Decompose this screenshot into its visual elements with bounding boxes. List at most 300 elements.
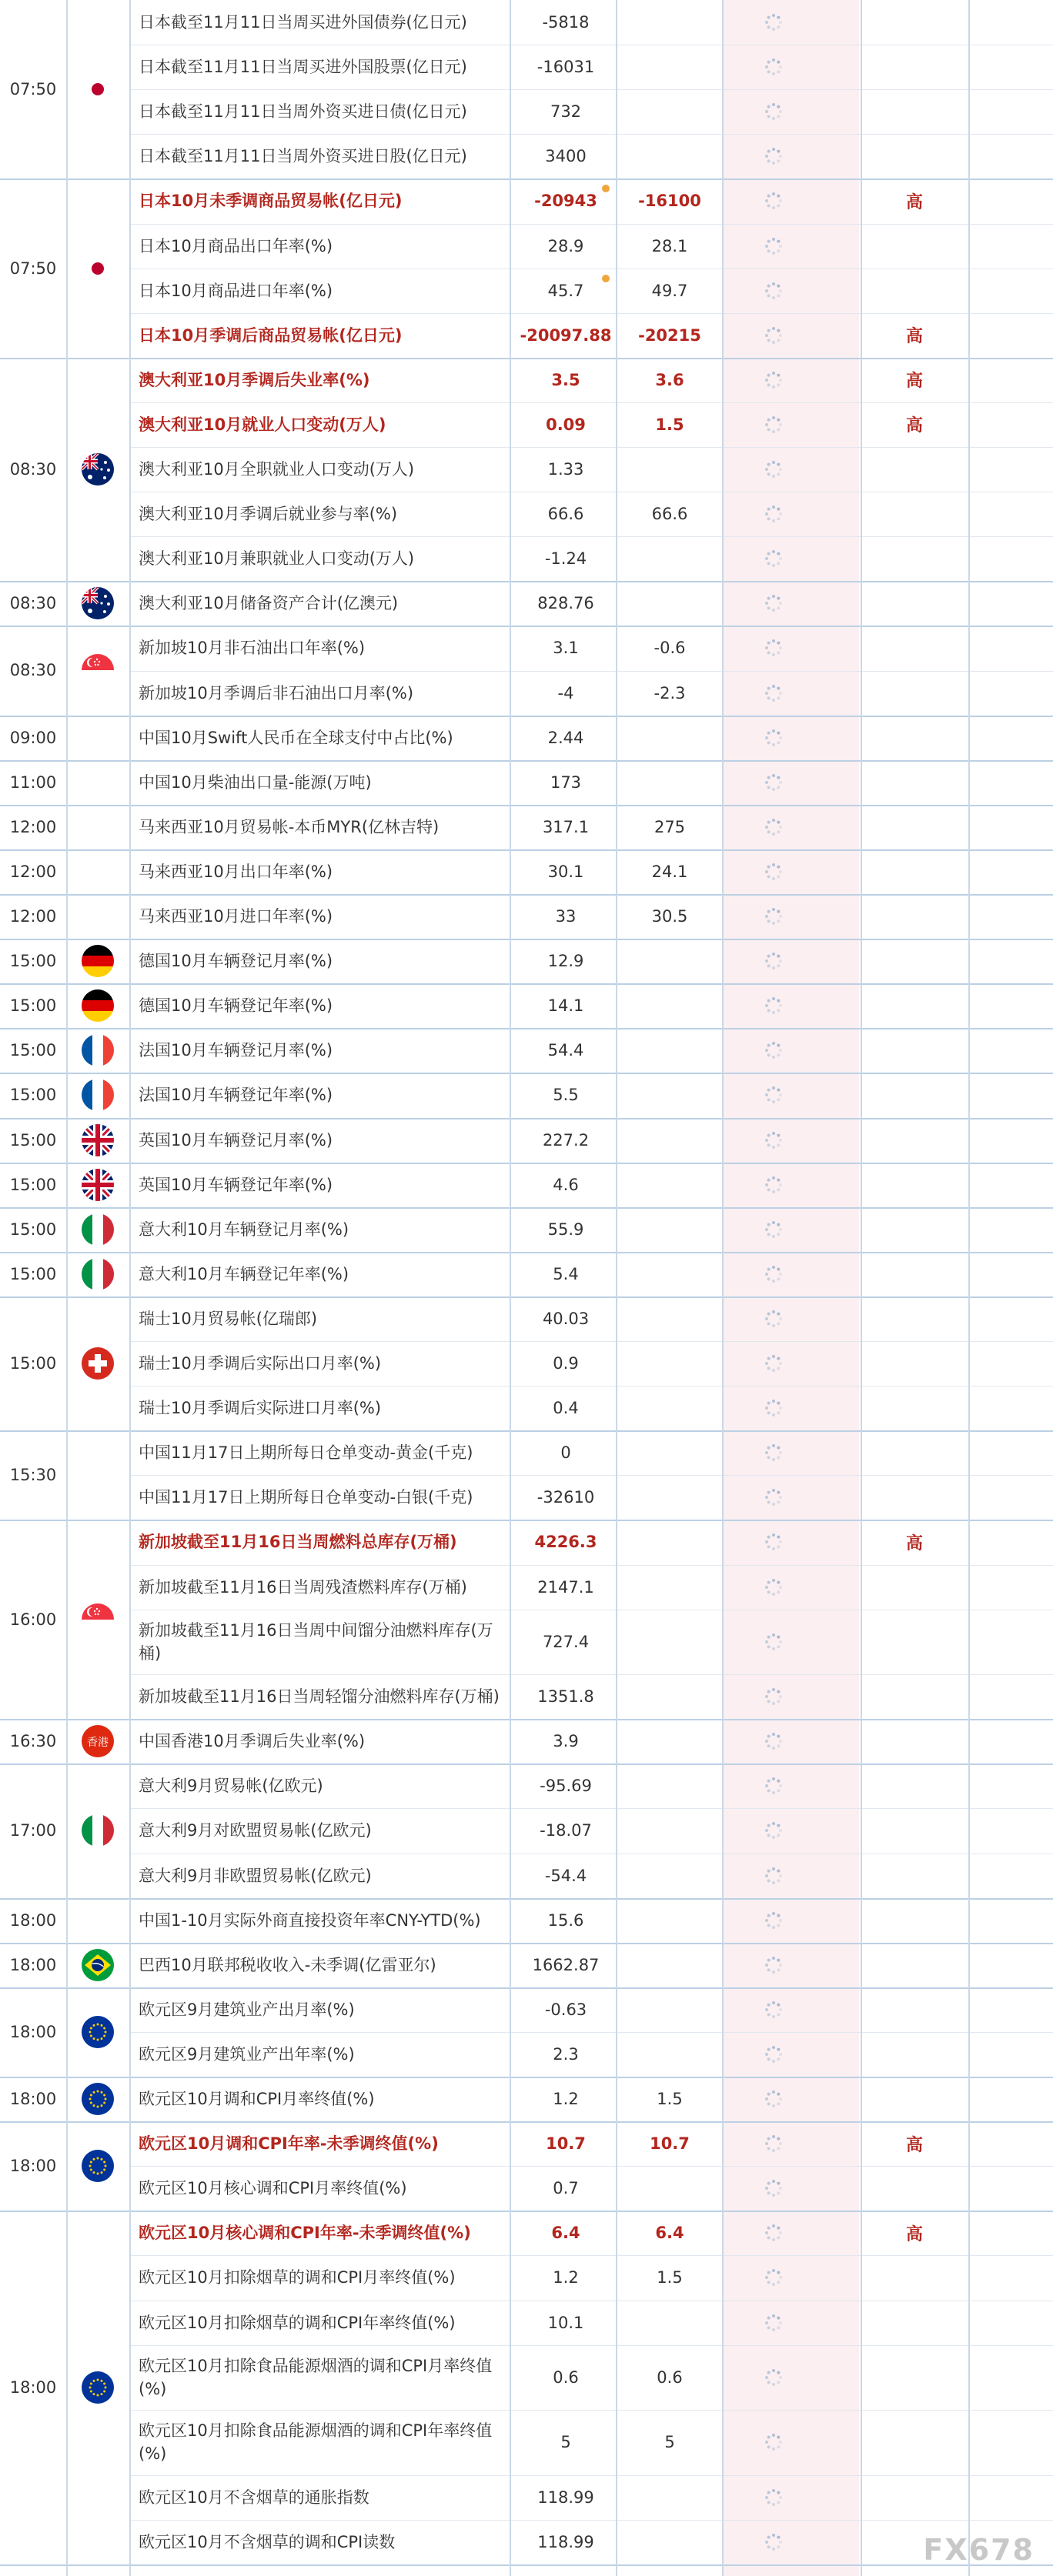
event-name[interactable]: 瑞士10月贸易帐(亿瑞郎) <box>139 1309 318 1328</box>
loading-spinner-icon <box>764 2313 784 2333</box>
previous-value: 173 <box>550 772 582 792</box>
forecast-value <box>620 716 720 760</box>
forecast-value <box>620 1898 720 1943</box>
forecast-value <box>620 1763 720 1808</box>
importance-badge <box>862 983 967 1028</box>
country-flag <box>66 1073 129 1117</box>
previous-value: 0.6 <box>553 2367 579 2387</box>
forecast-value <box>620 1028 720 1073</box>
loading-spinner-icon <box>764 772 784 792</box>
previous-value: 0.7 <box>553 2179 579 2198</box>
singapore-flag-icon <box>82 654 114 686</box>
event-name[interactable]: 澳大利亚10月兼职就业人口变动(万人) <box>139 549 415 569</box>
forecast-value <box>620 2301 720 2345</box>
importance-badge <box>862 1475 967 1520</box>
loading-spinner-icon <box>764 12 784 32</box>
event-time: 18:00 <box>9 2022 57 2041</box>
country-flag <box>66 1028 129 1073</box>
column-divider <box>129 0 131 2576</box>
loading-spinner-icon <box>764 1731 784 1751</box>
previous-value: 2.3 <box>553 2044 579 2064</box>
forecast-value: 30.5 <box>651 907 688 926</box>
loading-spinner-icon <box>764 549 784 569</box>
previous-value: 10.1 <box>547 2313 584 2332</box>
importance-badge <box>862 1207 967 1252</box>
event-name[interactable]: 马来西亚10月贸易帐-本币MYR(亿林吉特) <box>139 817 440 836</box>
event-time: 15:00 <box>9 996 57 1016</box>
event-name[interactable]: 新加坡10月非石油出口年率(%) <box>139 639 366 658</box>
loading-spinner-icon <box>764 1955 784 1975</box>
previous-value: 727.4 <box>542 1632 590 1651</box>
importance-badge <box>862 849 967 894</box>
previous-value: -0.63 <box>544 2000 587 2019</box>
importance-badge: 高 <box>905 372 923 392</box>
loading-spinner-icon <box>764 2178 784 2198</box>
forecast-value: 0.6 <box>657 2367 683 2387</box>
importance-badge <box>862 1163 967 1207</box>
previous-value: 3.5 <box>551 370 580 389</box>
country-flag <box>66 1943 129 1987</box>
event-name[interactable]: 新加坡截至11月16日当周中间馏分油燃料库存(万桶) <box>139 1620 493 1663</box>
event-name[interactable]: 欧元区10月核心调和CPI年率-未季调终值(%) <box>139 2224 471 2243</box>
importance-badge <box>862 1252 967 1296</box>
forecast-value: 1.5 <box>657 2268 683 2287</box>
previous-value: 5 <box>560 2433 571 2452</box>
importance-badge <box>862 626 967 670</box>
forecast-value <box>620 1296 720 1341</box>
loading-spinner-icon <box>764 370 784 390</box>
forecast-value: -2.3 <box>654 683 686 702</box>
eu-flag-icon <box>82 2371 114 2404</box>
loading-spinner-icon <box>764 146 784 166</box>
importance-badge <box>862 1341 967 1386</box>
forecast-value <box>620 983 720 1028</box>
event-time: 16:30 <box>9 1732 57 1751</box>
importance-badge <box>862 1719 967 1763</box>
country-flag <box>66 1118 129 1163</box>
event-time: 18:00 <box>9 2157 57 2176</box>
event-name[interactable]: 澳大利亚10月储备资产合计(亿澳元) <box>139 594 399 613</box>
event-name[interactable]: 欧元区10月核心调和CPI月率终值(%) <box>139 2179 407 2198</box>
loading-spinner-icon <box>764 2223 784 2243</box>
importance-badge <box>862 2077 967 2121</box>
forecast-value <box>620 1565 720 1610</box>
forecast-value <box>620 1163 720 1207</box>
event-name[interactable]: 意大利9月非欧盟贸易帐(亿欧元) <box>139 1866 372 1885</box>
importance-badge <box>862 134 967 179</box>
loading-spinner-icon <box>764 1866 784 1886</box>
forecast-value <box>620 1808 720 1853</box>
previous-value: -32610 <box>537 1488 595 1507</box>
column-divider <box>66 0 68 2576</box>
importance-badge <box>862 1073 967 1117</box>
event-name[interactable]: 新加坡10月季调后非石油出口月率(%) <box>139 683 414 702</box>
forecast-value <box>620 1943 720 1987</box>
country-flag <box>66 1520 129 1719</box>
importance-badge <box>862 1565 967 1610</box>
previous-value: 66.6 <box>547 505 584 524</box>
italy-flag-icon <box>82 1213 114 1246</box>
previous-value: 15.6 <box>547 1910 584 1930</box>
event-name[interactable]: 意大利10月车辆登记年率(%) <box>139 1264 349 1283</box>
event-time: 15:00 <box>9 1175 57 1194</box>
importance-badge <box>862 0 967 45</box>
importance-badge: 高 <box>905 2135 923 2155</box>
previous-value: -18.07 <box>540 1821 592 1840</box>
importance-badge <box>862 939 967 983</box>
event-name[interactable]: 瑞士10月季调后实际进口月率(%) <box>139 1399 382 1418</box>
previous-value: 55.9 <box>547 1220 584 1239</box>
previous-value: 3.1 <box>553 639 579 658</box>
importance-badge <box>862 1898 967 1943</box>
column-divider <box>968 0 970 2576</box>
country-flag <box>66 2211 129 2564</box>
event-name[interactable]: 英国10月车辆登记月率(%) <box>139 1130 333 1150</box>
country-flag <box>66 0 129 179</box>
loading-spinner-icon <box>764 906 784 926</box>
previous-value: 5.4 <box>553 1264 579 1283</box>
loading-spinner-icon <box>764 2532 784 2552</box>
event-time: 18:00 <box>9 1955 57 1974</box>
event-name[interactable]: 日本10月商品进口年率(%) <box>139 281 333 300</box>
forecast-value <box>620 1430 720 1475</box>
loading-spinner-icon <box>764 102 784 122</box>
loading-spinner-icon <box>764 2488 784 2508</box>
japan-flag-icon <box>82 73 114 105</box>
country-flag <box>66 358 129 582</box>
importance-badge: 高 <box>905 192 923 212</box>
event-name[interactable]: 澳大利亚10月季调后失业率(%) <box>139 370 370 389</box>
loading-spinner-icon <box>764 951 784 971</box>
forecast-value <box>620 939 720 983</box>
country-flag <box>66 1207 129 1252</box>
country-flag <box>66 2077 129 2121</box>
event-time: 15:00 <box>9 1220 57 1239</box>
event-name[interactable]: 欧元区10月调和CPI月率终值(%) <box>139 2090 375 2109</box>
forecast-value: 5 <box>664 2433 675 2452</box>
forecast-value <box>620 1073 720 1117</box>
event-name[interactable]: 瑞士10月季调后实际出口月率(%) <box>139 1354 382 1373</box>
event-name[interactable]: 日本10月季调后商品贸易帐(亿日元) <box>139 325 403 345</box>
event-name[interactable]: 中国香港10月季调后失业率(%) <box>139 1732 366 1751</box>
eu-flag-icon <box>82 2083 114 2115</box>
country-flag <box>66 1719 129 1763</box>
previous-value: -54.4 <box>544 1866 587 1885</box>
loading-spinner-icon <box>764 459 784 479</box>
importance-badge <box>862 1386 967 1430</box>
event-name[interactable]: 日本截至11月11日当周买进外国债券(亿日元) <box>139 13 467 32</box>
france-flag-icon <box>82 1079 114 1111</box>
country-flag <box>66 581 129 626</box>
previous-value: 6.4 <box>551 2224 580 2243</box>
forecast-value: -16100 <box>638 192 701 211</box>
importance-badge <box>862 89 967 134</box>
country-flag <box>66 983 129 1028</box>
importance-badge <box>862 45 967 89</box>
forecast-value <box>620 536 720 581</box>
forecast-value <box>620 1118 720 1163</box>
previous-value: 40.03 <box>542 1309 590 1328</box>
importance-badge <box>862 1430 967 1475</box>
forecast-value <box>620 1207 720 1252</box>
hongkong-flag-icon <box>82 1725 114 1757</box>
event-name[interactable]: 中国11月17日上期所每日仓单变动-黄金(千克) <box>139 1443 473 1463</box>
event-time: 07:50 <box>9 259 57 278</box>
actual-value-column-highlight <box>724 0 859 2576</box>
event-name[interactable]: 法国10月车辆登记年率(%) <box>139 1086 333 1105</box>
japan-flag-icon <box>82 252 114 285</box>
country-flag <box>66 939 129 983</box>
importance-badge <box>862 1028 967 1073</box>
watermark: FX678 <box>923 2533 1035 2567</box>
loading-spinner-icon <box>764 57 784 77</box>
previous-value: 5.5 <box>553 1086 579 1105</box>
event-name[interactable]: 日本10月商品出口年率(%) <box>139 236 333 255</box>
previous-value: 4.6 <box>553 1175 579 1194</box>
uk-flag-icon <box>82 1124 114 1156</box>
country-flag <box>66 1987 129 2077</box>
loading-spinner-icon <box>764 1532 784 1552</box>
loading-spinner-icon <box>764 593 784 613</box>
event-time: 15:00 <box>9 1130 57 1150</box>
forecast-value <box>620 89 720 134</box>
forecast-value: -20215 <box>638 325 701 345</box>
previous-value: 33 <box>555 907 577 926</box>
forecast-value: 1.5 <box>655 415 684 434</box>
event-time: 18:00 <box>9 1910 57 1930</box>
importance-badge <box>862 2345 967 2411</box>
importance-badge <box>862 224 967 269</box>
importance-badge <box>862 2255 967 2300</box>
previous-value: 118.99 <box>537 2488 594 2507</box>
event-time: 16:00 <box>9 1610 57 1629</box>
revised-indicator-dot <box>602 275 610 282</box>
event-name[interactable]: 欧元区10月扣除烟草的调和CPI月率终值(%) <box>139 2268 456 2287</box>
loading-spinner-icon <box>764 1130 784 1150</box>
previous-value: 118.99 <box>537 2532 594 2551</box>
event-name[interactable]: 英国10月车辆登记年率(%) <box>139 1175 333 1194</box>
event-time: 08:30 <box>9 661 57 680</box>
loading-spinner-icon <box>764 1820 784 1840</box>
forecast-value <box>620 1610 720 1675</box>
loading-spinner-icon <box>764 504 784 524</box>
column-divider <box>722 0 724 2576</box>
importance-badge <box>862 716 967 760</box>
group-divider <box>0 2564 1053 2566</box>
country-flag <box>66 1252 129 1296</box>
forecast-value <box>620 45 720 89</box>
eu-flag-icon <box>82 2150 114 2182</box>
event-name[interactable]: 中国10月柴油出口量-能源(万吨) <box>139 772 372 792</box>
forecast-value: 24.1 <box>651 862 688 881</box>
event-name[interactable]: 欧元区10月扣除食品能源烟酒的调和CPI年率终值(%) <box>139 2421 493 2464</box>
loading-spinner-icon <box>764 191 784 211</box>
event-time: 12:00 <box>9 862 57 881</box>
event-name[interactable]: 中国11月17日上期所每日仓单变动-白银(千克) <box>139 1488 473 1507</box>
forecast-value <box>620 1854 720 1898</box>
event-name[interactable]: 意大利10月车辆登记月率(%) <box>139 1220 349 1239</box>
importance-badge <box>862 894 967 939</box>
event-name[interactable]: 中国10月Swift人民币在全球支付中占比(%) <box>139 728 453 747</box>
previous-value: -4 <box>557 683 574 702</box>
event-name[interactable]: 意大利9月贸易帐(亿欧元) <box>139 1777 323 1796</box>
importance-badge <box>862 1118 967 1163</box>
importance-badge <box>862 671 967 716</box>
event-time: 12:00 <box>9 907 57 926</box>
importance-badge <box>862 1674 967 1719</box>
forecast-value <box>620 760 720 805</box>
importance-badge <box>862 1763 967 1808</box>
forecast-value: 10.7 <box>650 2134 690 2154</box>
previous-value: 0 <box>560 1443 571 1463</box>
country-flag <box>66 179 129 357</box>
importance-badge <box>862 447 967 492</box>
country-flag <box>66 1163 129 1207</box>
importance-badge <box>862 1987 967 2032</box>
importance-badge: 高 <box>905 2224 923 2244</box>
australia-flag-icon <box>82 453 114 486</box>
event-name[interactable]: 日本截至11月11日当周外资买进日股(亿日元) <box>139 147 467 166</box>
event-time: 11:00 <box>9 772 57 792</box>
event-time: 15:30 <box>9 1466 57 1485</box>
column-divider <box>510 0 511 2576</box>
australia-flag-icon <box>82 587 114 619</box>
loading-spinner-icon <box>764 325 784 345</box>
importance-badge <box>862 536 967 581</box>
importance-badge <box>862 1296 967 1341</box>
event-name[interactable]: 欧元区10月扣除烟草的调和CPI年率终值(%) <box>139 2313 456 2332</box>
previous-value: -20097.88 <box>520 325 612 345</box>
loading-spinner-icon <box>764 415 784 435</box>
event-name[interactable]: 法国10月车辆登记月率(%) <box>139 1041 333 1060</box>
forecast-value <box>620 581 720 626</box>
forecast-value <box>620 134 720 179</box>
italy-flag-icon <box>82 1258 114 1290</box>
column-divider <box>861 0 862 2576</box>
event-name[interactable]: 澳大利亚10月全职就业人口变动(万人) <box>139 460 415 479</box>
previous-value: 3400 <box>545 147 587 166</box>
event-name[interactable]: 欧元区10月不含烟草的调和CPI读数 <box>139 2532 396 2551</box>
forecast-value <box>620 0 720 45</box>
column-divider <box>616 0 617 2576</box>
event-name[interactable]: 马来西亚10月出口年率(%) <box>139 862 333 881</box>
event-time: 15:00 <box>9 1354 57 1373</box>
forecast-value <box>620 1475 720 1520</box>
previous-value: -95.69 <box>540 1777 592 1796</box>
event-name[interactable]: 澳大利亚10月就业人口变动(万人) <box>139 415 386 434</box>
importance-badge: 高 <box>905 1533 923 1553</box>
forecast-value <box>620 1252 720 1296</box>
event-name[interactable]: 新加坡截至11月16日当周残渣燃料库存(万桶) <box>139 1577 467 1597</box>
previous-value: 14.1 <box>547 996 584 1016</box>
forecast-value <box>620 2475 720 2520</box>
event-time: 12:00 <box>9 817 57 836</box>
loading-spinner-icon <box>764 683 784 703</box>
event-name[interactable]: 意大利9月对欧盟贸易帐(亿欧元) <box>139 1821 372 1840</box>
loading-spinner-icon <box>764 862 784 882</box>
forecast-value <box>620 2520 720 2564</box>
event-name[interactable]: 欧元区9月建筑业产出月率(%) <box>139 2000 355 2019</box>
loading-spinner-icon <box>764 638 784 658</box>
event-name[interactable]: 欧元区9月建筑业产出年率(%) <box>139 2044 355 2064</box>
forecast-value <box>620 2166 720 2211</box>
importance-badge <box>862 2166 967 2211</box>
forecast-value <box>620 1719 720 1763</box>
importance-badge <box>862 1610 967 1675</box>
previous-value: 2147.1 <box>537 1577 594 1597</box>
previous-value: -5818 <box>542 13 590 32</box>
forecast-value <box>620 1341 720 1386</box>
event-name[interactable]: 日本10月未季调商品贸易帐(亿日元) <box>139 192 403 211</box>
forecast-value: 275 <box>654 817 686 836</box>
event-time: 15:00 <box>9 952 57 971</box>
event-name[interactable]: 新加坡截至11月16日当周轻馏分油燃料库存(万桶) <box>139 1687 500 1707</box>
previous-value: 54.4 <box>547 1041 584 1060</box>
svg-text:香港: 香港 <box>87 1737 109 1750</box>
singapore-flag-icon <box>82 1603 114 1636</box>
previous-value: 3.9 <box>553 1732 579 1751</box>
forecast-value: -0.6 <box>654 639 686 658</box>
forecast-value <box>620 1674 720 1719</box>
event-name[interactable]: 澳大利亚10月季调后就业参与率(%) <box>139 505 398 524</box>
event-name[interactable]: 中国1-10月实际外商直接投资年率CNY-YTD(%) <box>139 1910 481 1930</box>
event-name[interactable]: 日本截至11月11日当周买进外国股票(亿日元) <box>139 58 467 77</box>
forecast-value <box>620 2032 720 2077</box>
previous-value: 45.7 <box>547 281 584 300</box>
event-name[interactable]: 马来西亚10月进口年率(%) <box>139 907 333 926</box>
event-name[interactable]: 新加坡截至11月16日当周燃料总库存(万桶) <box>139 1533 457 1552</box>
event-name[interactable]: 德国10月车辆登记年率(%) <box>139 996 333 1016</box>
importance-badge <box>862 2410 967 2475</box>
event-time: 15:00 <box>9 1264 57 1283</box>
event-name[interactable]: 欧元区10月调和CPI年率-未季调终值(%) <box>139 2134 439 2154</box>
loading-spinner-icon <box>764 1264 784 1284</box>
loading-spinner-icon <box>764 1309 784 1329</box>
previous-value: 10.7 <box>546 2134 586 2154</box>
loading-spinner-icon <box>764 2267 784 2287</box>
loading-spinner-icon <box>764 1632 784 1652</box>
forecast-value <box>620 1520 720 1564</box>
importance-badge <box>862 805 967 849</box>
event-name[interactable]: 欧元区10月不含烟草的通胀指数 <box>139 2488 369 2507</box>
uk-flag-icon <box>82 1169 114 1201</box>
loading-spinner-icon <box>764 2000 784 2020</box>
country-flag <box>66 2121 129 2211</box>
event-name[interactable]: 巴西10月联邦税收收入-未季调(亿雷亚尔) <box>139 1955 436 1974</box>
previous-value: 1351.8 <box>537 1687 594 1707</box>
eu-flag-icon <box>82 2016 114 2048</box>
previous-value: 30.1 <box>547 862 584 881</box>
forecast-value: 3.6 <box>655 370 684 389</box>
importance-badge <box>862 581 967 626</box>
previous-value: -16031 <box>537 58 595 77</box>
italy-flag-icon <box>82 1814 114 1847</box>
event-time: 08:30 <box>9 460 57 479</box>
event-name[interactable]: 德国10月车辆登记月率(%) <box>139 952 333 971</box>
loading-spinner-icon <box>764 1443 784 1463</box>
loading-spinner-icon <box>764 996 784 1016</box>
event-name[interactable]: 日本截至11月11日当周外资买进日债(亿日元) <box>139 102 467 122</box>
loading-spinner-icon <box>764 2134 784 2154</box>
loading-spinner-icon <box>764 236 784 256</box>
previous-value: 0.4 <box>553 1399 579 1418</box>
france-flag-icon <box>82 1034 114 1066</box>
event-name[interactable]: 欧元区10月扣除食品能源烟酒的调和CPI月率终值(%) <box>139 2356 493 2398</box>
loading-spinner-icon <box>764 2089 784 2109</box>
event-time: 07:50 <box>9 80 57 99</box>
previous-value: 0.9 <box>553 1354 579 1373</box>
forecast-value <box>620 1987 720 2032</box>
